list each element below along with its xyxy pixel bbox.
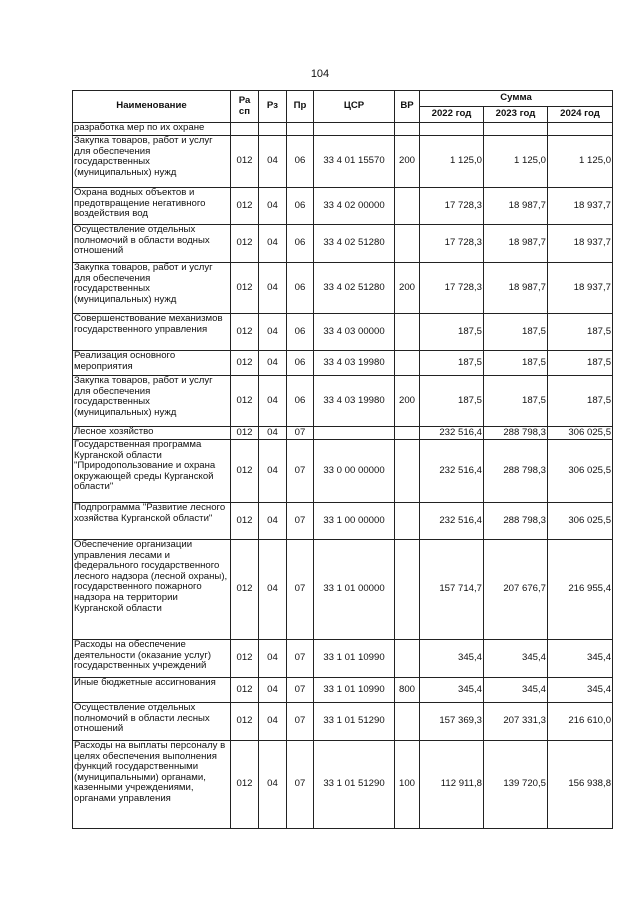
cell-rasp: 012 xyxy=(231,188,259,225)
cell-name: Осуществление отдельных полномочий в области водных отношений xyxy=(73,225,231,263)
cell-2024 xyxy=(548,123,613,136)
cell-vr: 800 xyxy=(395,678,420,703)
cell-2023: 18 987,7 xyxy=(484,225,548,263)
cell-csr: 33 4 03 00000 xyxy=(314,314,395,351)
cell-rz: 04 xyxy=(259,440,287,503)
cell-2022: 232 516,4 xyxy=(420,440,484,503)
cell-csr: 33 1 01 51290 xyxy=(314,741,395,829)
cell-2024: 306 025,5 xyxy=(548,427,613,440)
cell-name: Обеспечение организации управления лесами и федерального государственного лесного надзора (лесной охраны), государственного пожарного надзора на территории Курганской области xyxy=(73,540,231,640)
cell-2023: 288 798,3 xyxy=(484,503,548,540)
cell-2024: 156 938,8 xyxy=(548,741,613,829)
cell-rasp: 012 xyxy=(231,225,259,263)
cell-rz: 04 xyxy=(259,427,287,440)
cell-pr: 07 xyxy=(287,703,314,741)
table-row xyxy=(73,188,613,225)
table-row xyxy=(73,376,613,427)
table-row xyxy=(73,678,613,703)
cell-2022 xyxy=(420,123,484,136)
cell-2023: 18 987,7 xyxy=(484,188,548,225)
cell-rasp: 012 xyxy=(231,136,259,188)
cell-2023: 345,4 xyxy=(484,678,548,703)
cell-2022: 157 369,3 xyxy=(420,703,484,741)
cell-rz: 04 xyxy=(259,314,287,351)
cell-vr xyxy=(395,351,420,376)
cell-2022: 112 911,8 xyxy=(420,741,484,829)
cell-pr: 06 xyxy=(287,263,314,314)
cell-vr xyxy=(395,503,420,540)
cell-csr xyxy=(314,123,395,136)
budget-table xyxy=(72,90,613,829)
cell-2024: 187,5 xyxy=(548,376,613,427)
cell-2024: 1 125,0 xyxy=(548,136,613,188)
cell-vr: 200 xyxy=(395,376,420,427)
header-name: Наименование xyxy=(73,91,231,123)
cell-rasp: 012 xyxy=(231,741,259,829)
cell-vr xyxy=(395,427,420,440)
cell-name: Охрана водных объектов и предотвращение негативного воздействия вод xyxy=(73,188,231,225)
table-body xyxy=(73,123,613,829)
cell-2023: 187,5 xyxy=(484,376,548,427)
cell-name: Лесное хозяйство xyxy=(73,427,231,440)
cell-2022: 187,5 xyxy=(420,351,484,376)
cell-vr xyxy=(395,703,420,741)
cell-vr xyxy=(395,314,420,351)
cell-2023: 139 720,5 xyxy=(484,741,548,829)
cell-2023: 288 798,3 xyxy=(484,427,548,440)
cell-csr: 33 4 02 51280 xyxy=(314,225,395,263)
cell-csr: 33 0 00 00000 xyxy=(314,440,395,503)
cell-2024: 345,4 xyxy=(548,640,613,678)
cell-rz: 04 xyxy=(259,678,287,703)
table-row xyxy=(73,427,613,440)
cell-csr: 33 4 02 51280 xyxy=(314,263,395,314)
cell-2024: 187,5 xyxy=(548,351,613,376)
cell-csr: 33 4 01 15570 xyxy=(314,136,395,188)
cell-rz: 04 xyxy=(259,503,287,540)
cell-csr: 33 1 01 10990 xyxy=(314,678,395,703)
cell-rz: 04 xyxy=(259,136,287,188)
header-csr: ЦСР xyxy=(314,91,395,123)
cell-2023: 187,5 xyxy=(484,314,548,351)
header-sum: Сумма xyxy=(420,91,613,107)
cell-rasp: 012 xyxy=(231,314,259,351)
cell-2022: 187,5 xyxy=(420,376,484,427)
cell-2022: 232 516,4 xyxy=(420,427,484,440)
cell-vr xyxy=(395,188,420,225)
cell-2023: 187,5 xyxy=(484,351,548,376)
cell-rasp: 012 xyxy=(231,440,259,503)
cell-2022: 157 714,7 xyxy=(420,540,484,640)
cell-rasp: 012 xyxy=(231,703,259,741)
table-row xyxy=(73,136,613,188)
cell-2024: 18 937,7 xyxy=(548,263,613,314)
cell-2024: 345,4 xyxy=(548,678,613,703)
cell-name: Совершенствование механизмов государственного управления xyxy=(73,314,231,351)
cell-vr: 100 xyxy=(395,741,420,829)
cell-pr: 06 xyxy=(287,188,314,225)
cell-2024: 306 025,5 xyxy=(548,440,613,503)
cell-rasp: 012 xyxy=(231,263,259,314)
cell-vr xyxy=(395,640,420,678)
cell-2022: 17 728,3 xyxy=(420,188,484,225)
cell-pr: 06 xyxy=(287,314,314,351)
cell-2023: 207 331,3 xyxy=(484,703,548,741)
cell-rz: 04 xyxy=(259,703,287,741)
table-row xyxy=(73,640,613,678)
cell-pr: 07 xyxy=(287,540,314,640)
header-rasp: Ра сп xyxy=(231,91,259,123)
cell-csr: 33 1 00 00000 xyxy=(314,503,395,540)
cell-2022: 17 728,3 xyxy=(420,225,484,263)
cell-2024: 216 610,0 xyxy=(548,703,613,741)
cell-2022: 187,5 xyxy=(420,314,484,351)
cell-pr: 06 xyxy=(287,225,314,263)
cell-2024: 306 025,5 xyxy=(548,503,613,540)
cell-name: разработка мер по их охране xyxy=(73,123,231,136)
cell-vr xyxy=(395,540,420,640)
cell-pr: 06 xyxy=(287,351,314,376)
cell-rz: 04 xyxy=(259,225,287,263)
cell-pr: 07 xyxy=(287,440,314,503)
cell-name: Иные бюджетные ассигнования xyxy=(73,678,231,703)
table-row xyxy=(73,741,613,829)
cell-name: Подпрограмма "Развитие лесного хозяйства Курганской области" xyxy=(73,503,231,540)
cell-vr xyxy=(395,225,420,263)
cell-2024: 18 937,7 xyxy=(548,225,613,263)
page-number: 104 xyxy=(310,68,330,80)
cell-2024: 216 955,4 xyxy=(548,540,613,640)
cell-rz: 04 xyxy=(259,376,287,427)
cell-rz: 04 xyxy=(259,540,287,640)
cell-rasp: 012 xyxy=(231,376,259,427)
cell-2023 xyxy=(484,123,548,136)
cell-vr xyxy=(395,123,420,136)
cell-rz xyxy=(259,123,287,136)
cell-rasp: 012 xyxy=(231,678,259,703)
table-row xyxy=(73,123,613,136)
cell-2024: 187,5 xyxy=(548,314,613,351)
cell-csr: 33 1 01 00000 xyxy=(314,540,395,640)
cell-pr: 07 xyxy=(287,640,314,678)
cell-name: Расходы на выплаты персоналу в целях обеспечения выполнения функций государственными (муниципальными) органами, казенными учреждениями, органами управления xyxy=(73,741,231,829)
table-header xyxy=(73,91,613,123)
cell-2023: 1 125,0 xyxy=(484,136,548,188)
cell-rasp: 012 xyxy=(231,540,259,640)
cell-2023: 207 676,7 xyxy=(484,540,548,640)
table-row xyxy=(73,225,613,263)
cell-2023: 345,4 xyxy=(484,640,548,678)
cell-rz: 04 xyxy=(259,741,287,829)
cell-rasp: 012 xyxy=(231,503,259,540)
cell-name: Государственная программа Курганской области "Природопользование и охрана окружающей среды Курганской области" xyxy=(73,440,231,503)
table-row xyxy=(73,263,613,314)
cell-csr: 33 4 03 19980 xyxy=(314,351,395,376)
cell-csr xyxy=(314,427,395,440)
cell-2022: 345,4 xyxy=(420,640,484,678)
cell-csr: 33 4 02 00000 xyxy=(314,188,395,225)
cell-2023: 18 987,7 xyxy=(484,263,548,314)
cell-rasp: 012 xyxy=(231,351,259,376)
cell-name: Закупка товаров, работ и услуг для обеспечения государственных (муниципальных) нужд xyxy=(73,263,231,314)
table-row xyxy=(73,503,613,540)
header-vr: ВР xyxy=(395,91,420,123)
header-year-2022: 2022 год xyxy=(420,107,484,123)
cell-name: Закупка товаров, работ и услуг для обеспечения государственных (муниципальных) нужд xyxy=(73,136,231,188)
cell-rasp: 012 xyxy=(231,640,259,678)
cell-rz: 04 xyxy=(259,188,287,225)
table-row xyxy=(73,351,613,376)
cell-rasp xyxy=(231,123,259,136)
cell-csr: 33 1 01 10990 xyxy=(314,640,395,678)
cell-name: Осуществление отдельных полномочий в области лесных отношений xyxy=(73,703,231,741)
cell-rz: 04 xyxy=(259,263,287,314)
cell-vr: 200 xyxy=(395,263,420,314)
cell-csr: 33 4 03 19980 xyxy=(314,376,395,427)
header-year-2024: 2024 год xyxy=(548,107,613,123)
cell-2024: 18 937,7 xyxy=(548,188,613,225)
cell-rz: 04 xyxy=(259,640,287,678)
header-pr: Пр xyxy=(287,91,314,123)
cell-name: Расходы на обеспечение деятельности (оказание услуг) государственных учреждений xyxy=(73,640,231,678)
cell-pr: 07 xyxy=(287,741,314,829)
cell-pr xyxy=(287,123,314,136)
cell-pr: 06 xyxy=(287,376,314,427)
cell-pr: 07 xyxy=(287,427,314,440)
header-year-2023: 2023 год xyxy=(484,107,548,123)
header-rz: Рз xyxy=(259,91,287,123)
cell-2022: 17 728,3 xyxy=(420,263,484,314)
cell-2022: 1 125,0 xyxy=(420,136,484,188)
cell-pr: 06 xyxy=(287,136,314,188)
cell-2023: 288 798,3 xyxy=(484,440,548,503)
cell-pr: 07 xyxy=(287,678,314,703)
cell-vr: 200 xyxy=(395,136,420,188)
cell-rasp: 012 xyxy=(231,427,259,440)
table-row xyxy=(73,314,613,351)
cell-2022: 345,4 xyxy=(420,678,484,703)
cell-rz: 04 xyxy=(259,351,287,376)
table-row xyxy=(73,703,613,741)
table-row xyxy=(73,440,613,503)
cell-name: Реализация основного мероприятия xyxy=(73,351,231,376)
cell-name: Закупка товаров, работ и услуг для обеспечения государственных (муниципальных) нужд xyxy=(73,376,231,427)
cell-csr: 33 1 01 51290 xyxy=(314,703,395,741)
cell-pr: 07 xyxy=(287,503,314,540)
table-row xyxy=(73,540,613,640)
cell-2022: 232 516,4 xyxy=(420,503,484,540)
cell-vr xyxy=(395,440,420,503)
